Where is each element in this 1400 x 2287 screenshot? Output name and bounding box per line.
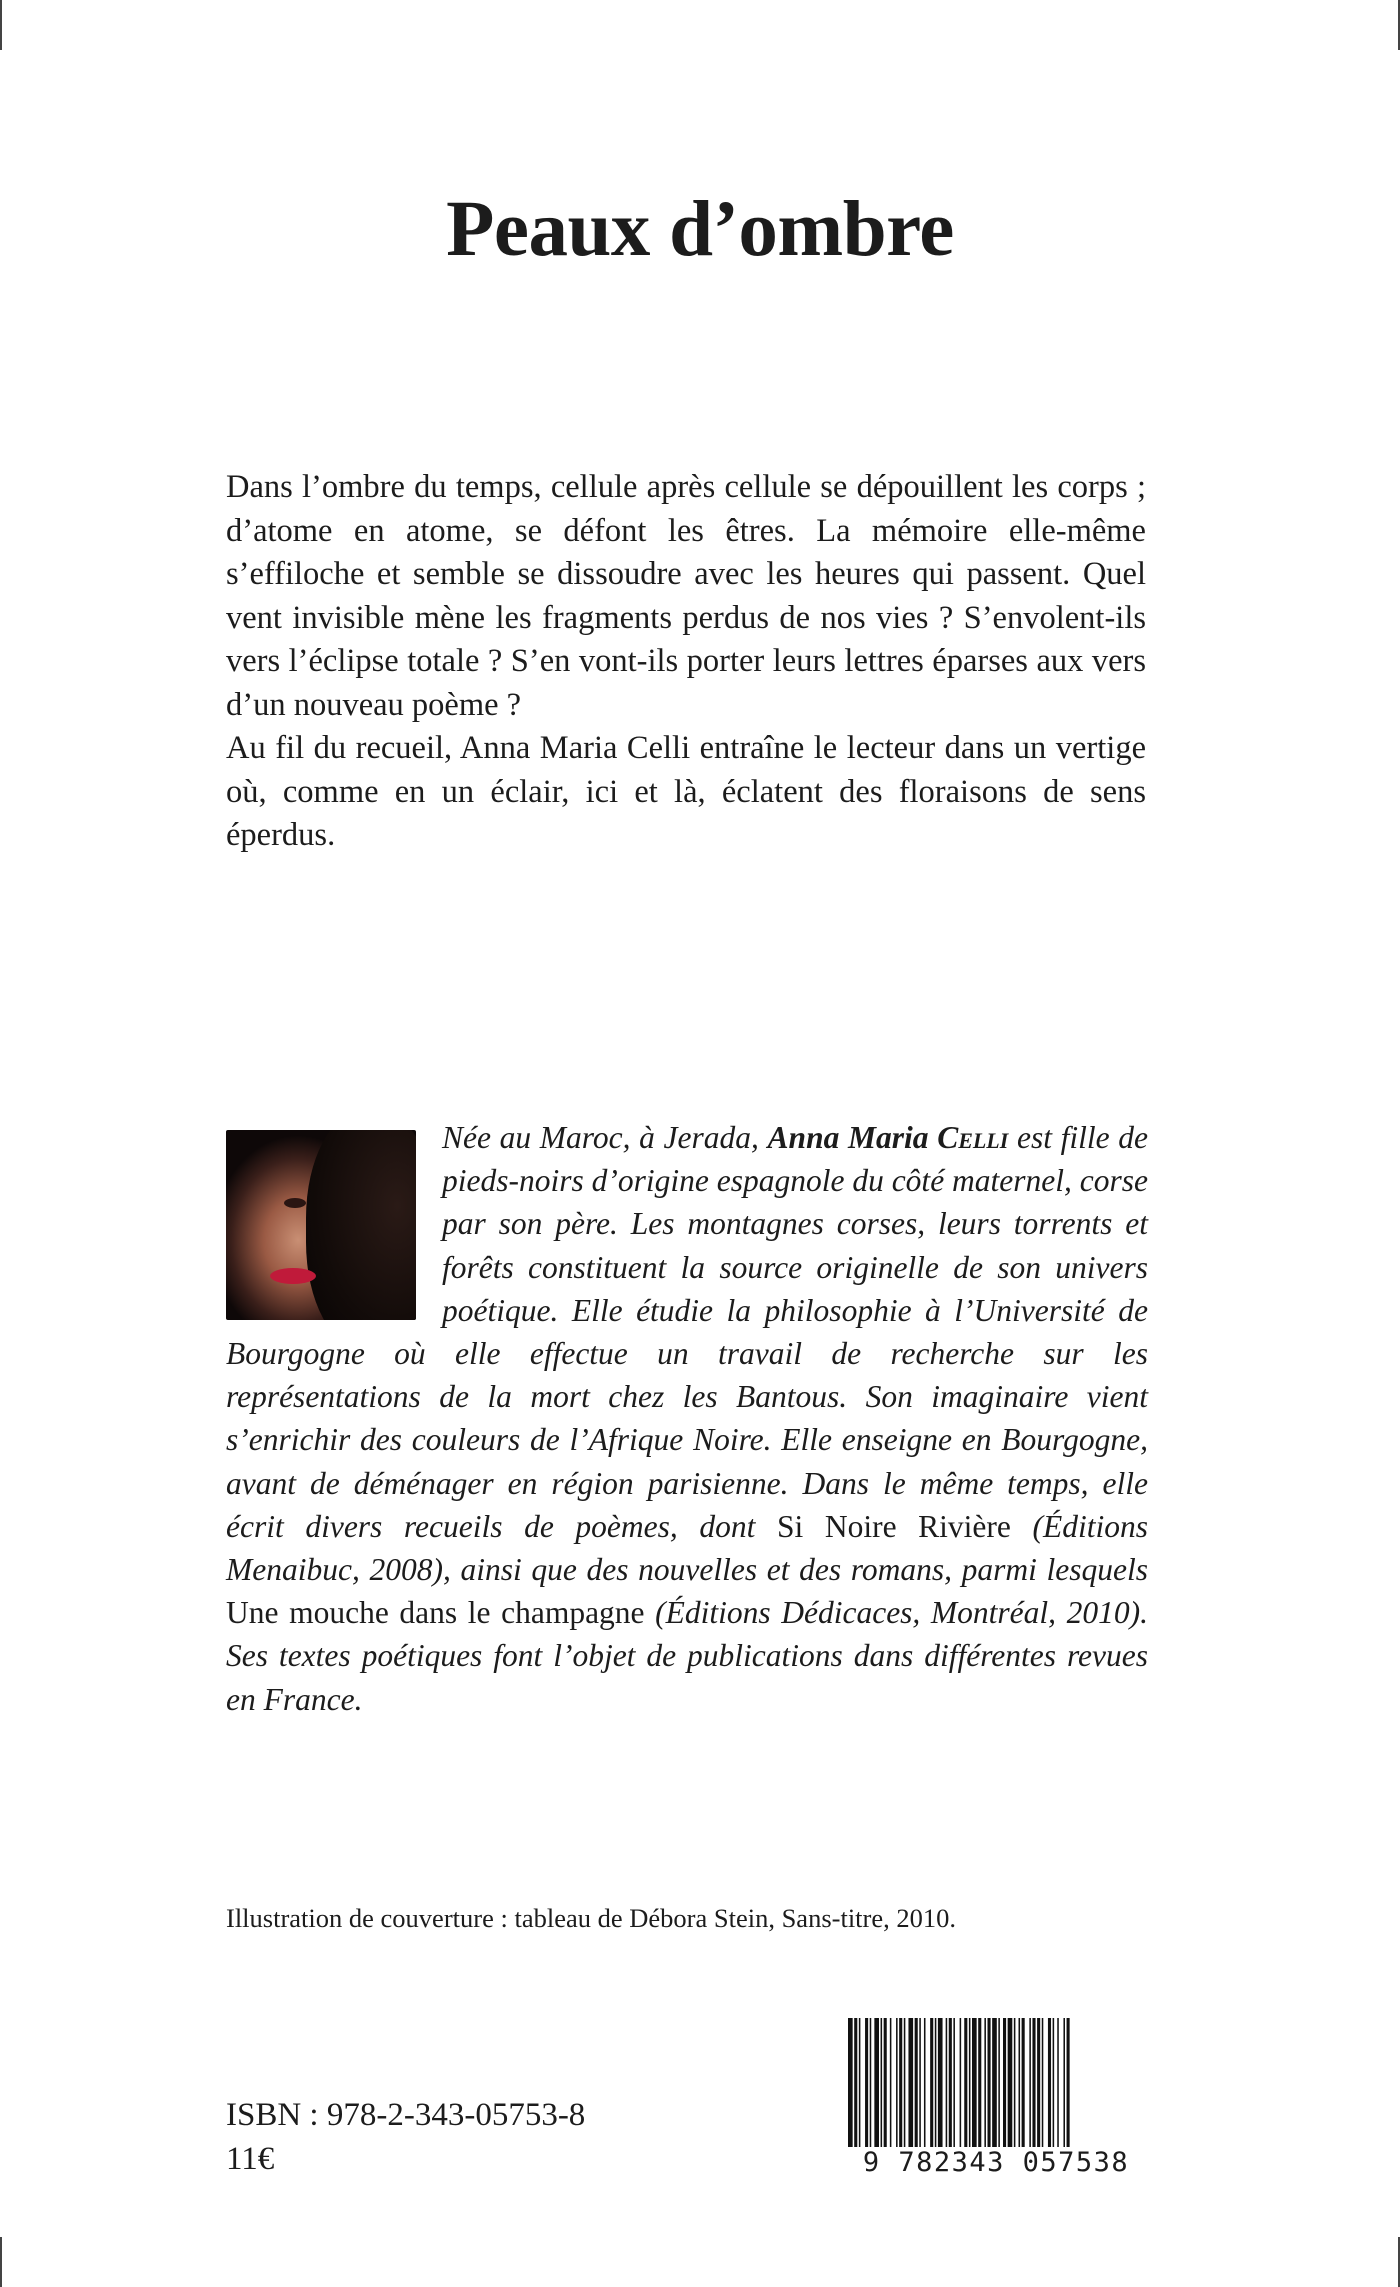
barcode-digits: 9 782343 057538 — [846, 2147, 1146, 2178]
isbn-block — [226, 2093, 585, 2181]
bio-text: est fille de pieds-noirs d’origine espagnole du côté maternel, corse par son père. Les montagnes corses, leurs torrents et forêts constituent la source originelle de son univers poétique. Elle étudie la philosophie à l’Université de Bourgogne où elle effectue un travail de recherche sur les représentations de la mort chez les Bantous. Son imaginaire vient s’enrichir des couleurs de l’Afrique Noire. Elle enseigne en Bourgogne, avant de déménager en région parisienne. Dans le même temps, elle écrit divers recueils de poèmes, dont — [226, 1120, 1148, 1544]
author-last-name: Celli — [937, 1120, 1009, 1155]
book-title: Peaux d’ombre — [446, 186, 954, 273]
work-title: Si Noire Rivière — [776, 1508, 1011, 1544]
price: 11€ — [226, 2141, 275, 2177]
cover-illustration-credit: Illustration de couverture : tableau de Débora Stein, Sans-titre, 2010. — [226, 1903, 957, 1933]
author-portrait — [226, 1130, 416, 1320]
crop-mark — [0, 0, 2, 50]
crop-mark — [0, 2237, 2, 2287]
author-name — [768, 1120, 1009, 1155]
bio-text: (Éditions Menaibuc, 2008), ainsi que des nouvelles et des romans, parmi lesquels — [226, 1508, 1148, 1588]
blurb-paragraph: Au fil du recueil, Anna Maria Celli entraîne le lecteur dans un vertige où, comme en un éclair, ici et là, éclatent des floraisons de sens éperdus. — [226, 730, 1146, 853]
author-bio — [226, 1116, 1148, 1721]
bio-intro: Née au Maroc, à Jerada, — [442, 1120, 768, 1155]
bio-text: (Éditions Dédicaces, Montréal, 2010). Ses textes poétiques font l’objet de publications dans différentes revues en France. — [226, 1595, 1148, 1717]
blurb-paragraph: Dans l’ombre du temps, cellule après cellule se dépouillent les corps ; d’atome en atome, se défont les êtres. La mémoire elle-même s’effiloche et semble se dissoudre avec les heures qui passent. Quel vent invisible mène les fragments perdus de nos vies ? S’envolent-ils vers l’éclipse totale ? S’en vont-ils porter leurs lettres éparses aux vers d’un nouveau poème ? — [226, 469, 1146, 723]
work-title: Une mouche dans le champagne — [226, 1595, 645, 1631]
author-first-name: Anna Maria — [767, 1120, 938, 1155]
isbn-label: ISBN : 978-2-343-05753-8 — [226, 2097, 586, 2133]
back-cover-blurb — [226, 466, 1146, 858]
